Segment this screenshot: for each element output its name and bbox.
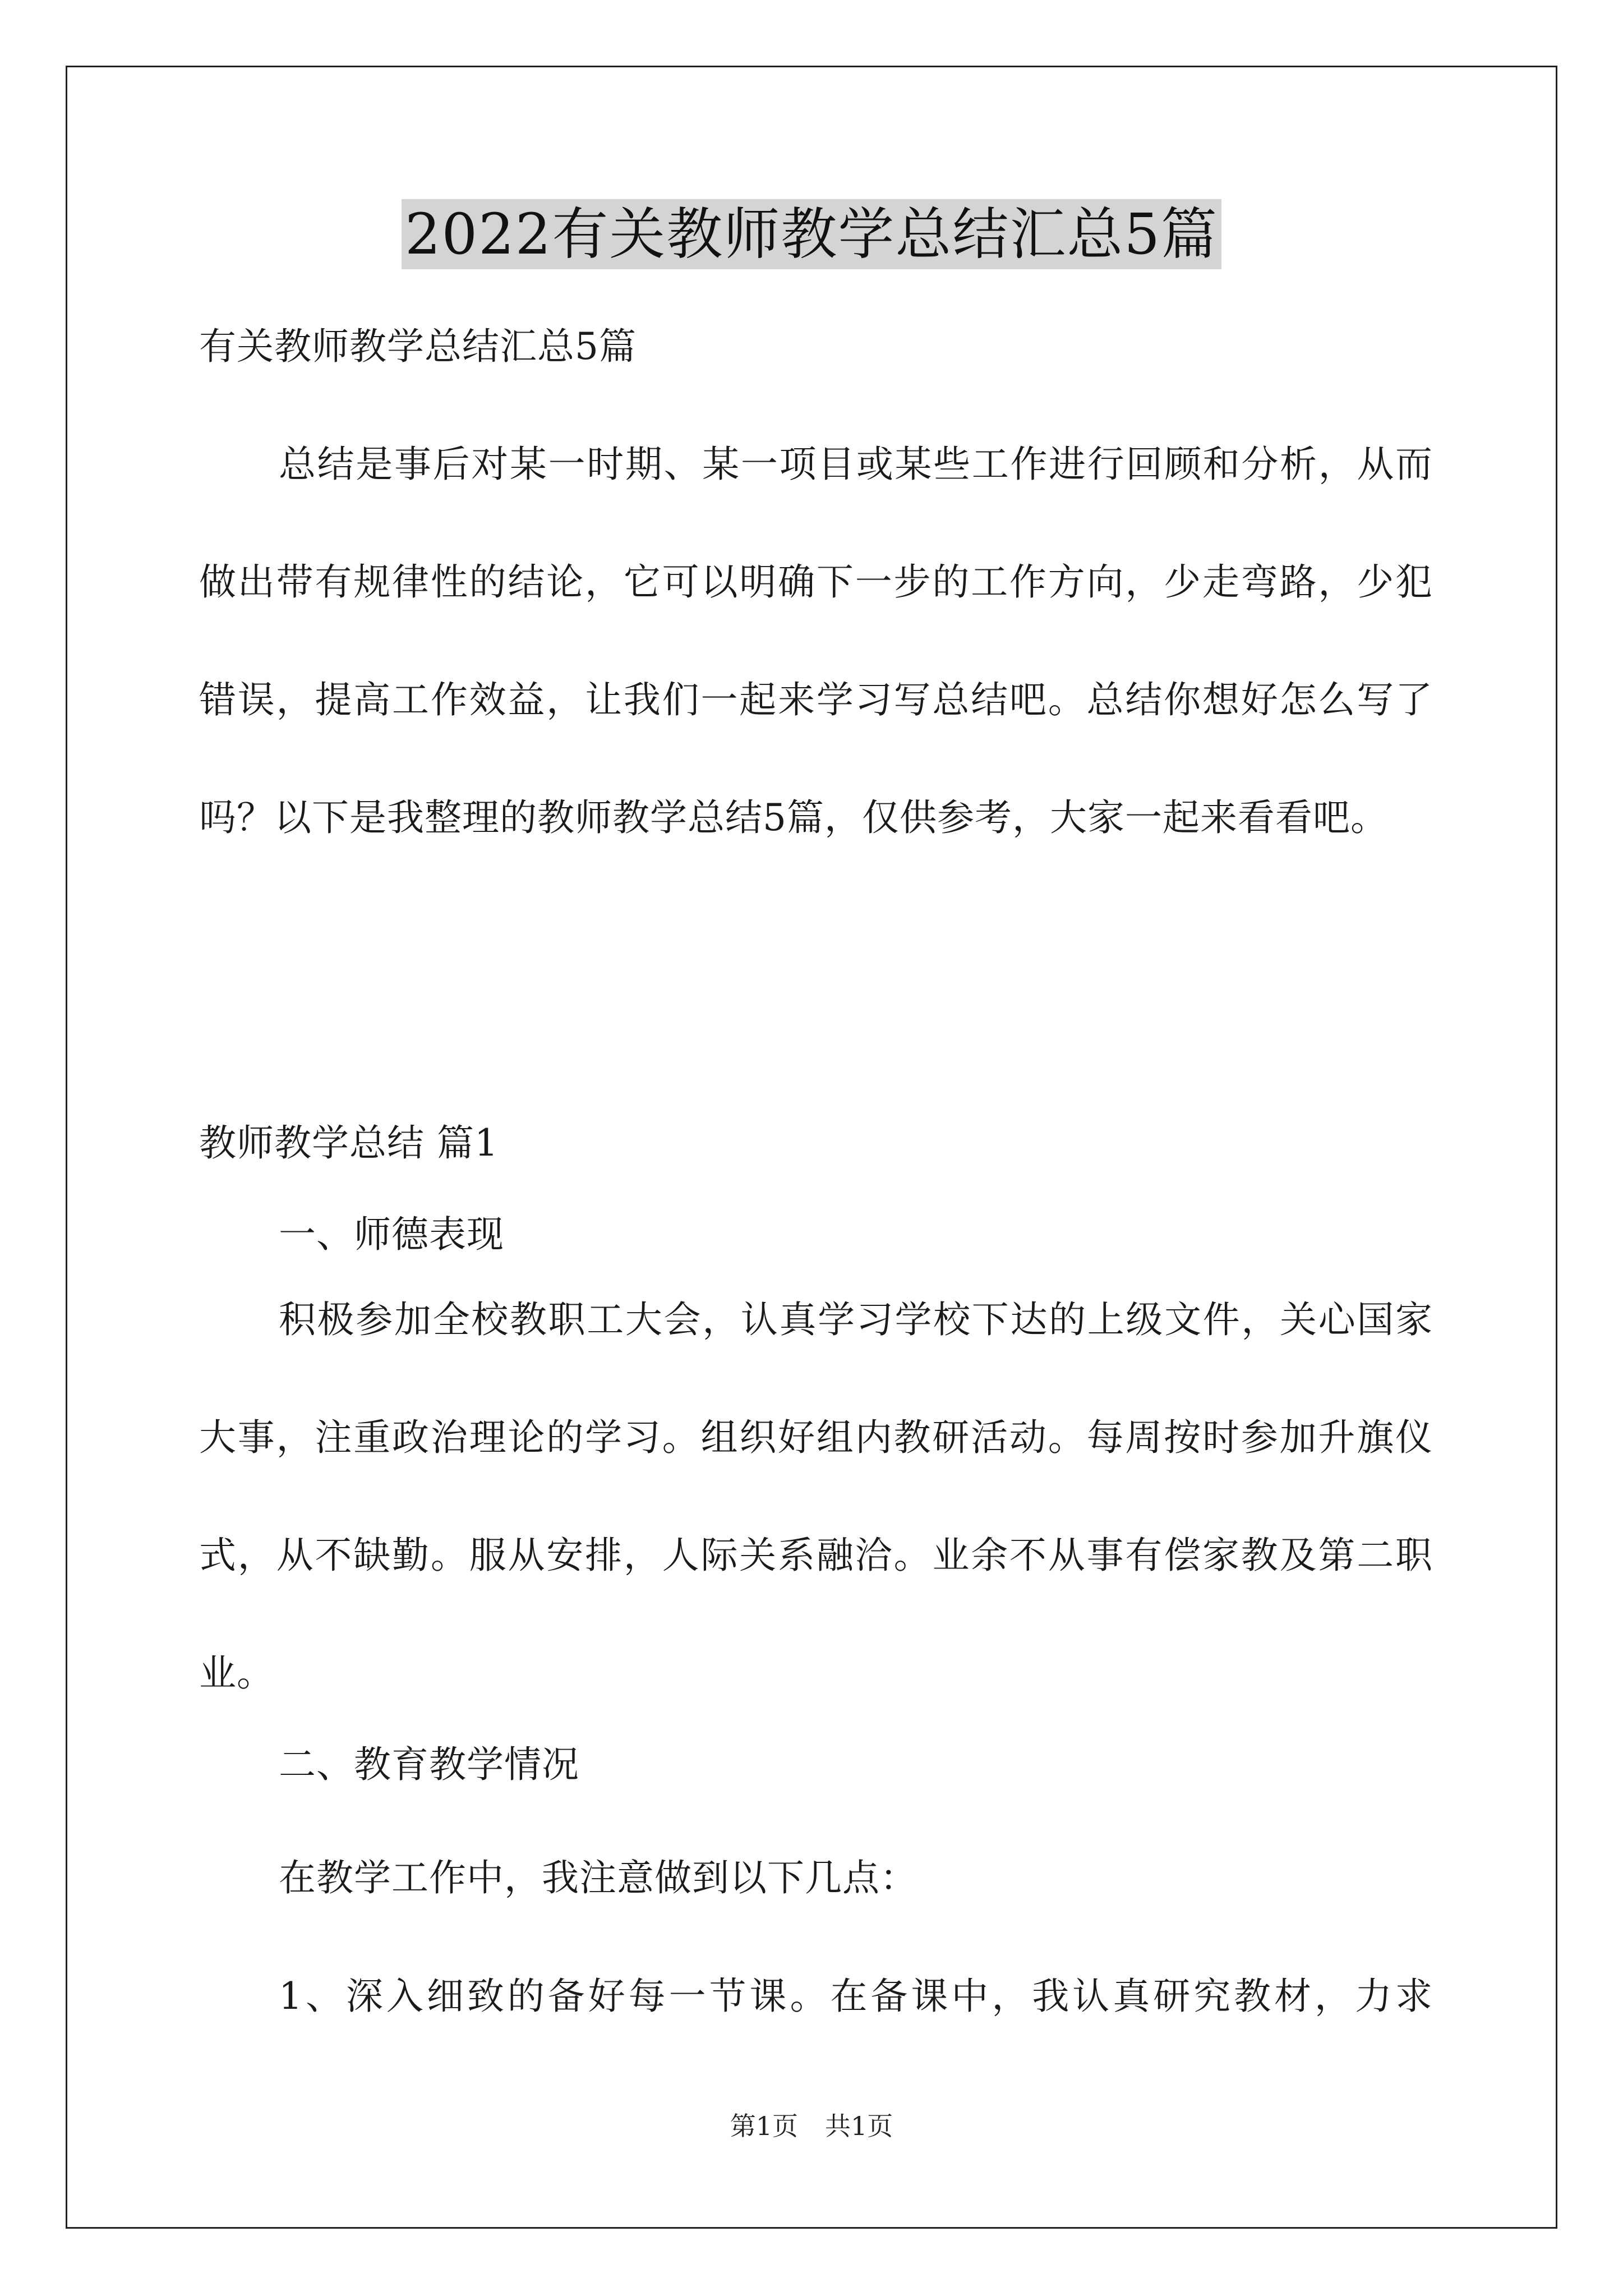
title-container	[0, 199, 1623, 269]
ethics-paragraph: 积极参加全校教职工大会，认真学习学校下达的上级文件，关心国家大事，注重政治理论的学习。组织好组内教研活动。每周按时参加升旗仪式，从不缺勤。服从安排，人际关系融洽。业余不从事有偿家教及第二职业。	[199, 1298, 1433, 1695]
page-total: 共1页	[825, 2111, 893, 2141]
page-number: 第1页	[730, 2111, 798, 2141]
teaching-intro: 在教学工作中，我注意做到以下几点：	[279, 1856, 917, 1899]
teaching-point-1: 1、深入细致的备好每一节课。在备课中，我认真研究教材，力求	[279, 1975, 1433, 2018]
document-title: 2022有关教师教学总结汇总5篇	[402, 199, 1221, 269]
subheading-ethics: 一、师德表现	[279, 1213, 504, 1256]
section-heading-1: 教师教学总结 篇1	[199, 1121, 499, 1165]
intro-paragraph: 总结是事后对某一时期、某一项目或某些工作进行回顾和分析，从而做出带有规律性的结论，它可以明确下一步的工作方向，少走弯路，少犯错误，提高工作效益，让我们一起来学习写总结吧。总结你想好怎么写了吗？以下是我整理的教师教学总结5篇，仅供参考，大家一起来看看吧。	[199, 443, 1433, 839]
document-subtitle: 有关教师教学总结汇总5篇	[199, 325, 637, 368]
page-footer	[0, 2109, 1623, 2143]
subheading-teaching: 二、教育教学情况	[279, 1743, 579, 1786]
